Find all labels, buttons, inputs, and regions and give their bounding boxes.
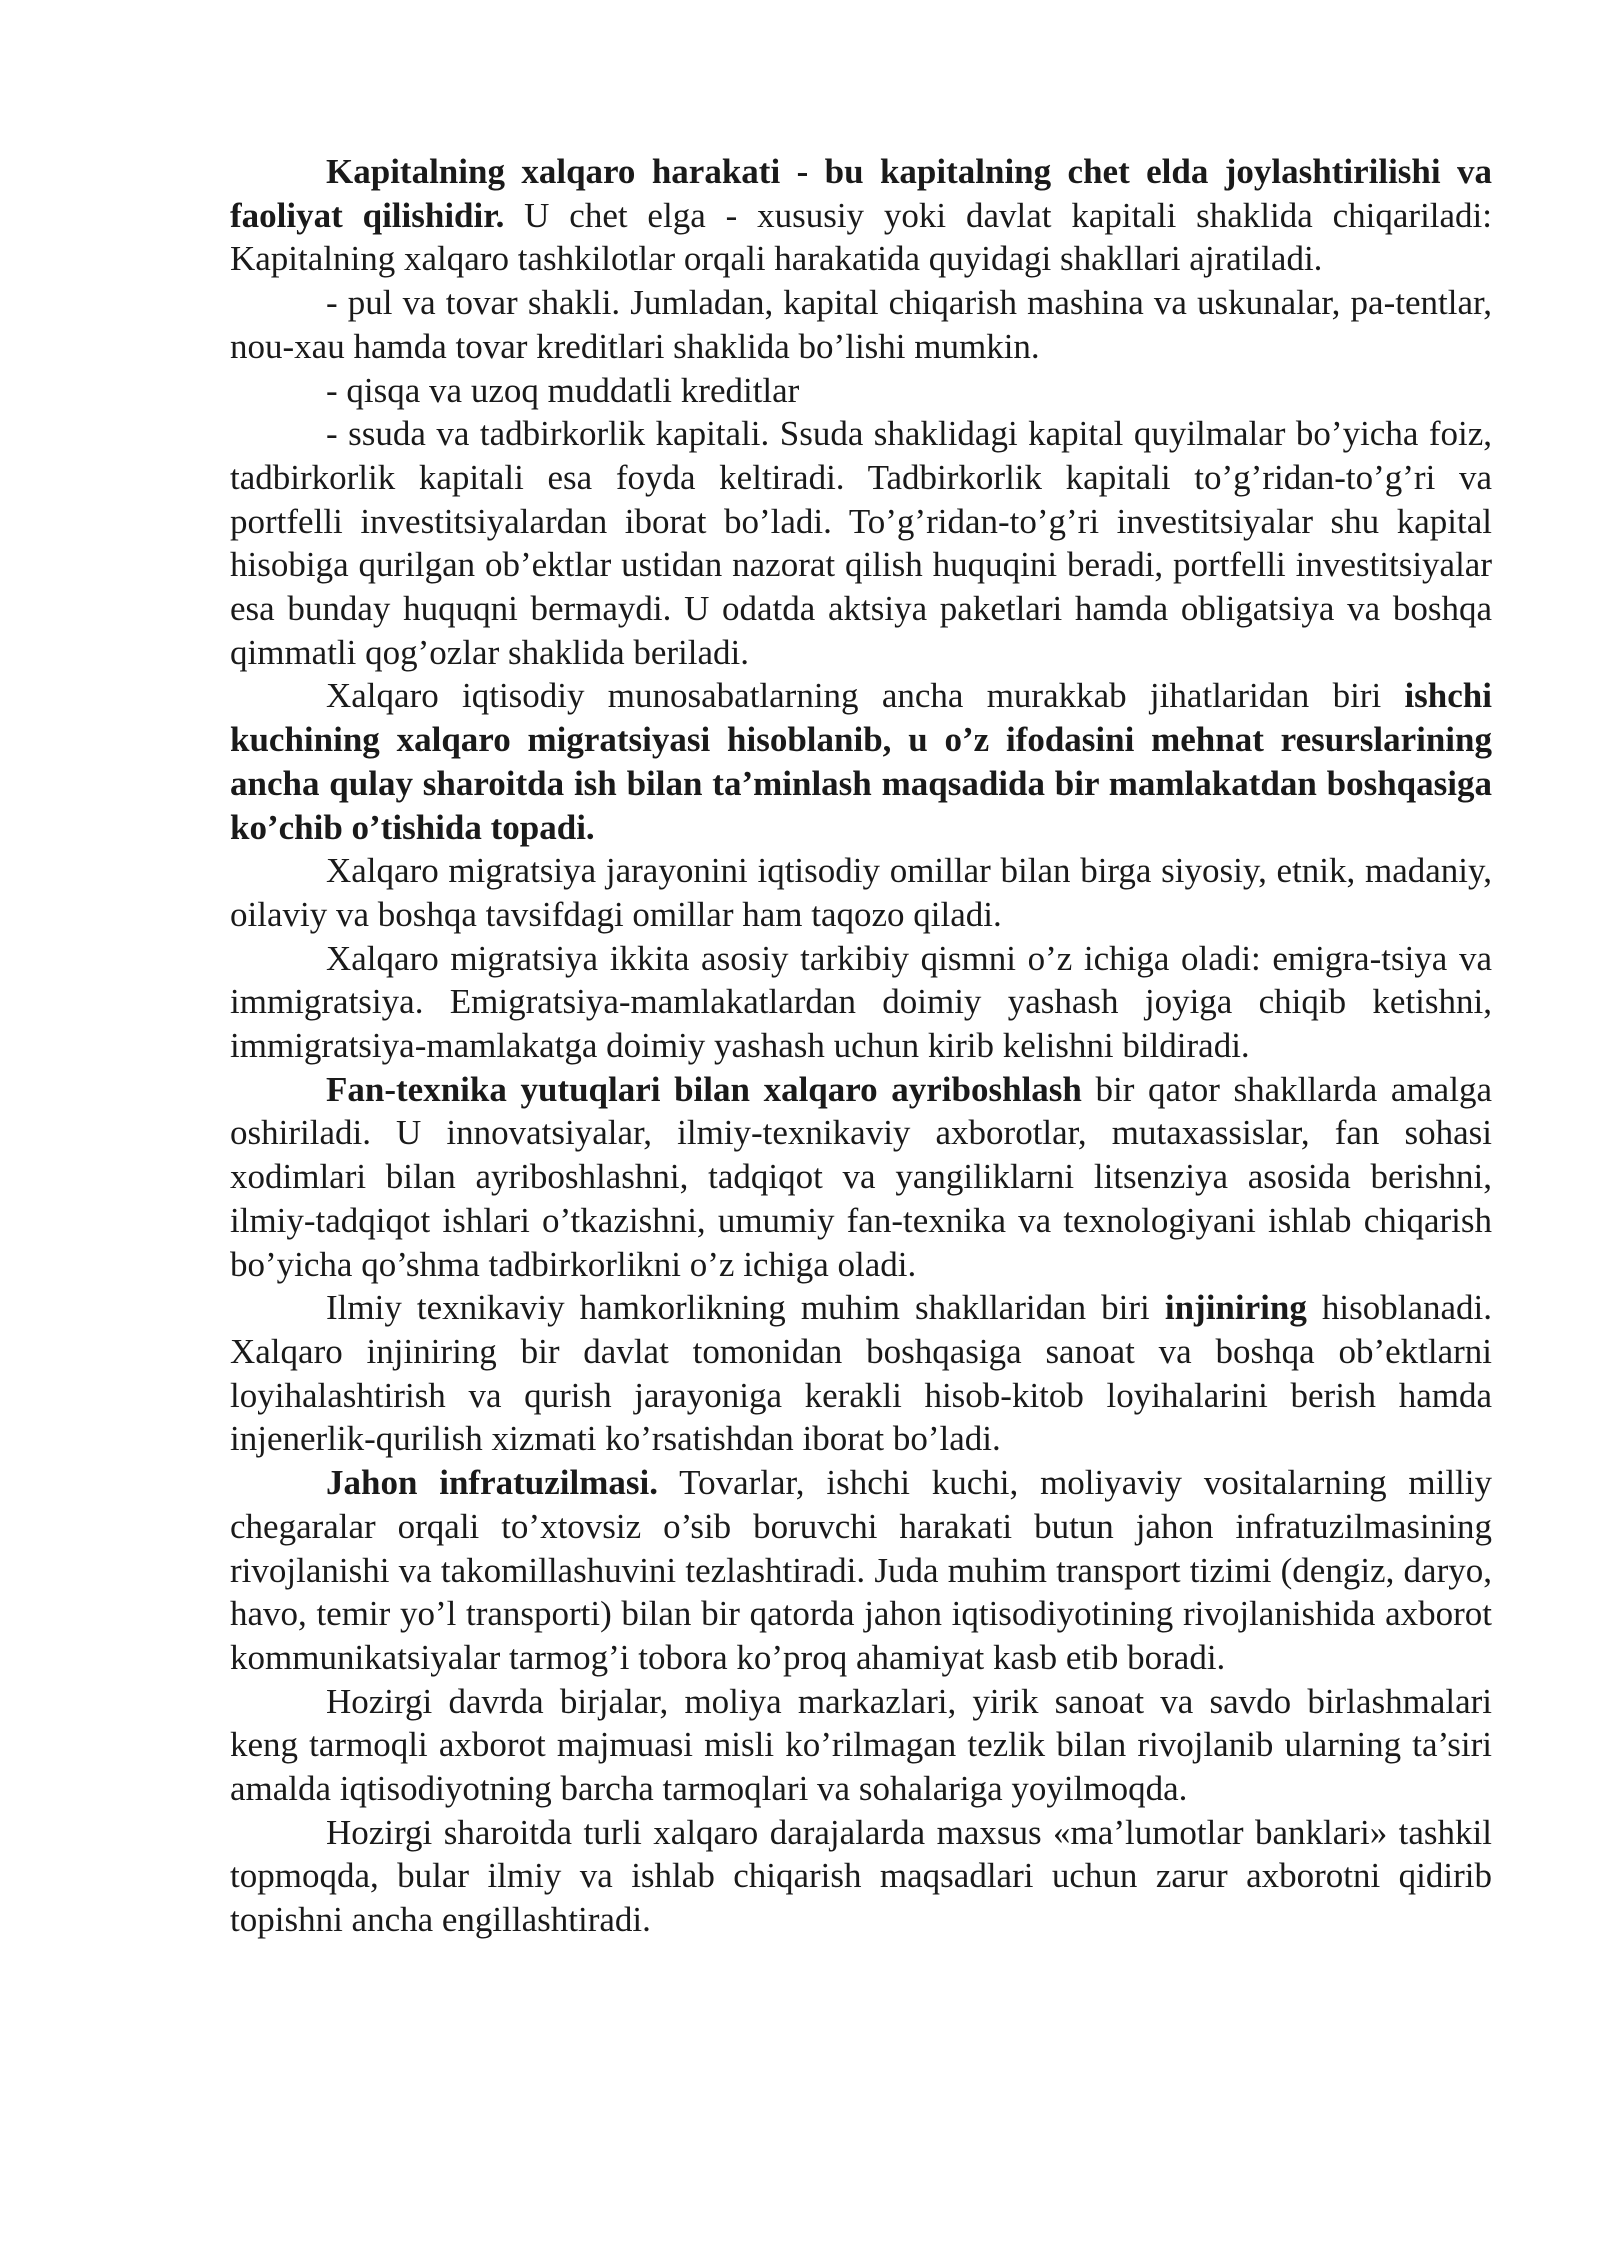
paragraph-text: Hozirgi davrda birjalar, moliya markazlari, yirik sanoat va savdo birlashmalari keng tarmoqli axborot majmuasi misli ko’rilmagan tezlik bilan rivojlanib ularning ta’siri amalda iqtisodiyotning barcha tarmoqlari va sohalariga yoyilmoqda. — [230, 1681, 1492, 1809]
paragraph-text: Hozirgi sharoitda turli xalqaro darajalarda maxsus «ma’lumotlar banklari» tashkil topmoqda, bular ilmiy va ishlab chiqarish maqsadlari uchun zarur axborotni qidirib topishni ancha engillashtiradi. — [230, 1812, 1492, 1940]
paragraph-data-banks — [230, 1811, 1492, 1942]
paragraph-text: - qisqa va uzoq muddatli kreditlar — [326, 370, 800, 410]
paragraph-capital-movement — [230, 150, 1492, 281]
paragraph-text: bir qator shakllarda amalga oshiriladi. U innovatsiyalar, ilmiy-texnikaviy axborotlar, mutaxassislar, fan sohasi xodimlari bilan ayriboshlashni, tadqiqot va yangiliklarni litsenziya asosida berishni, ilmiy-tadqiqot ishlari o’tkazishni, umumiy fan-texnika va texnologiyani ishlab chiqarish bo’yicha qo’shma tadbirkorlikni o’z ichiga oladi. — [230, 1069, 1492, 1284]
paragraph-text: - pul va tovar shakli. Jumladan, kapital chiqarish mashina va uskunalar, pa-tentlar, nou-xau hamda tovar kreditlari shaklida bo’lishi mumkin. — [230, 283, 1492, 366]
paragraph-money-goods-form — [230, 281, 1492, 368]
paragraph-text: Xalqaro iqtisodiy munosabatlarning ancha murakkab jihatlaridan biri — [326, 676, 1405, 716]
paragraph-text-continued: hisoblanadi. Xalqaro injiniring bir davlat tomonidan boshqasiga sanoat va boshqa ob’ektlarni loyihalashtirish va qurish jarayoniga kerakli hisob-kitob loyihalarini berish hamda injenerlik-qurilish xizmati ko’rsatishdan iborat bo’ladi. — [230, 1288, 1492, 1459]
paragraph-text: U chet elga - xususiy yoki davlat kapitali shaklida chiqariladi: Kapitalning xalqaro tashkilotlar orqali harakatida quyidagi shakllari ajratiladi. — [230, 195, 1493, 279]
paragraph-migration-factors — [230, 849, 1492, 936]
paragraph-science-exchange — [230, 1068, 1492, 1287]
document-page — [230, 150, 1492, 1942]
paragraph-labor-migration — [230, 674, 1492, 849]
paragraph-text: Xalqaro migratsiya ikkita asosiy tarkibiy qismni o’z ichiga oladi: emigra-tsiya va immigratsiya. Emigratsiya-mamlakatlardan doimiy yashash joyiga chiqib ketishni, immigratsiya-mamlakatga doimiy yashash uchun kirib kelishni bildiradi. — [230, 938, 1492, 1066]
paragraph-text: Xalqaro migratsiya jarayonini iqtisodiy omillar bilan birga siyosiy, etnik, madaniy, oilaviy va boshqa tavsifdagi omillar ham taqozo qiladi. — [230, 851, 1492, 934]
paragraph-bold-term: ishchi kuchining xalqaro migratsiyasi hisoblanib, u o’z ifodasini mehnat resurslarining ancha qulay sharoitda ish bilan ta’minlash maqsadida bir mamlakatdan boshqasiga ko’chib o’tishida topadi. — [230, 676, 1492, 847]
paragraph-bold-term: Jahon infratuzilmasi. — [326, 1463, 658, 1503]
paragraph-bold-term: injiniring — [1164, 1288, 1307, 1328]
paragraph-text: Ilmiy texnikaviy hamkorlikning muhim shakllaridan biri — [326, 1288, 1165, 1328]
paragraph-text: Tovarlar, ishchi kuchi, moliyaviy vositalarning milliy chegaralar orqali to’xtovsiz o’sib boruvchi harakati butun jahon infratuzilmasining rivojlanishi va takomillashuvini tezlashtiradi. Juda muhim transport tizimi (dengiz, daryo, havo, temir yo’l transporti) bilan bir qatorda jahon iqtisodiyotining rivojlanishida axborot kommunikatsiyalar tarmog’i tobora ko’proq ahamiyat kasb etib boradi. — [230, 1463, 1492, 1677]
paragraph-credits — [230, 369, 1492, 413]
paragraph-bold-term: Fan-texnika yutuqlari bilan xalqaro ayriboshlash — [326, 1069, 1082, 1109]
paragraph-bold-term: Kapitalning xalqaro harakati - bu kapitalning chet elda joylashtirilishi va faoliyat qilishidir. — [230, 152, 1492, 235]
paragraph-text: - ssuda va tadbirkorlik kapitali. Ssuda shaklidagi kapital quyilmalar bo’yicha foiz, tadbirkorlik kapitali esa foyda keltiradi. Tadbirkorlik kapitali to’g’ridan-to’g’ri va portfelli investitsiyalardan iborat bo’ladi. To’g’ridan-to’g’ri investitsiyalar shu kapital hisobiga qurilgan ob’ektlar ustidan nazorat qilish huquqini beradi, portfelli investitsiyalar esa bunday huquqni bermaydi. U odatda aktsiya paketlari hamda obligatsiya va boshqa qimmatli qog’ozlar shaklida beriladi. — [230, 414, 1492, 672]
paragraph-engineering — [230, 1286, 1492, 1461]
paragraph-emigration — [230, 937, 1492, 1068]
paragraph-exchanges — [230, 1680, 1492, 1811]
paragraph-infrastructure — [230, 1461, 1492, 1680]
paragraph-loan-capital — [230, 412, 1492, 674]
